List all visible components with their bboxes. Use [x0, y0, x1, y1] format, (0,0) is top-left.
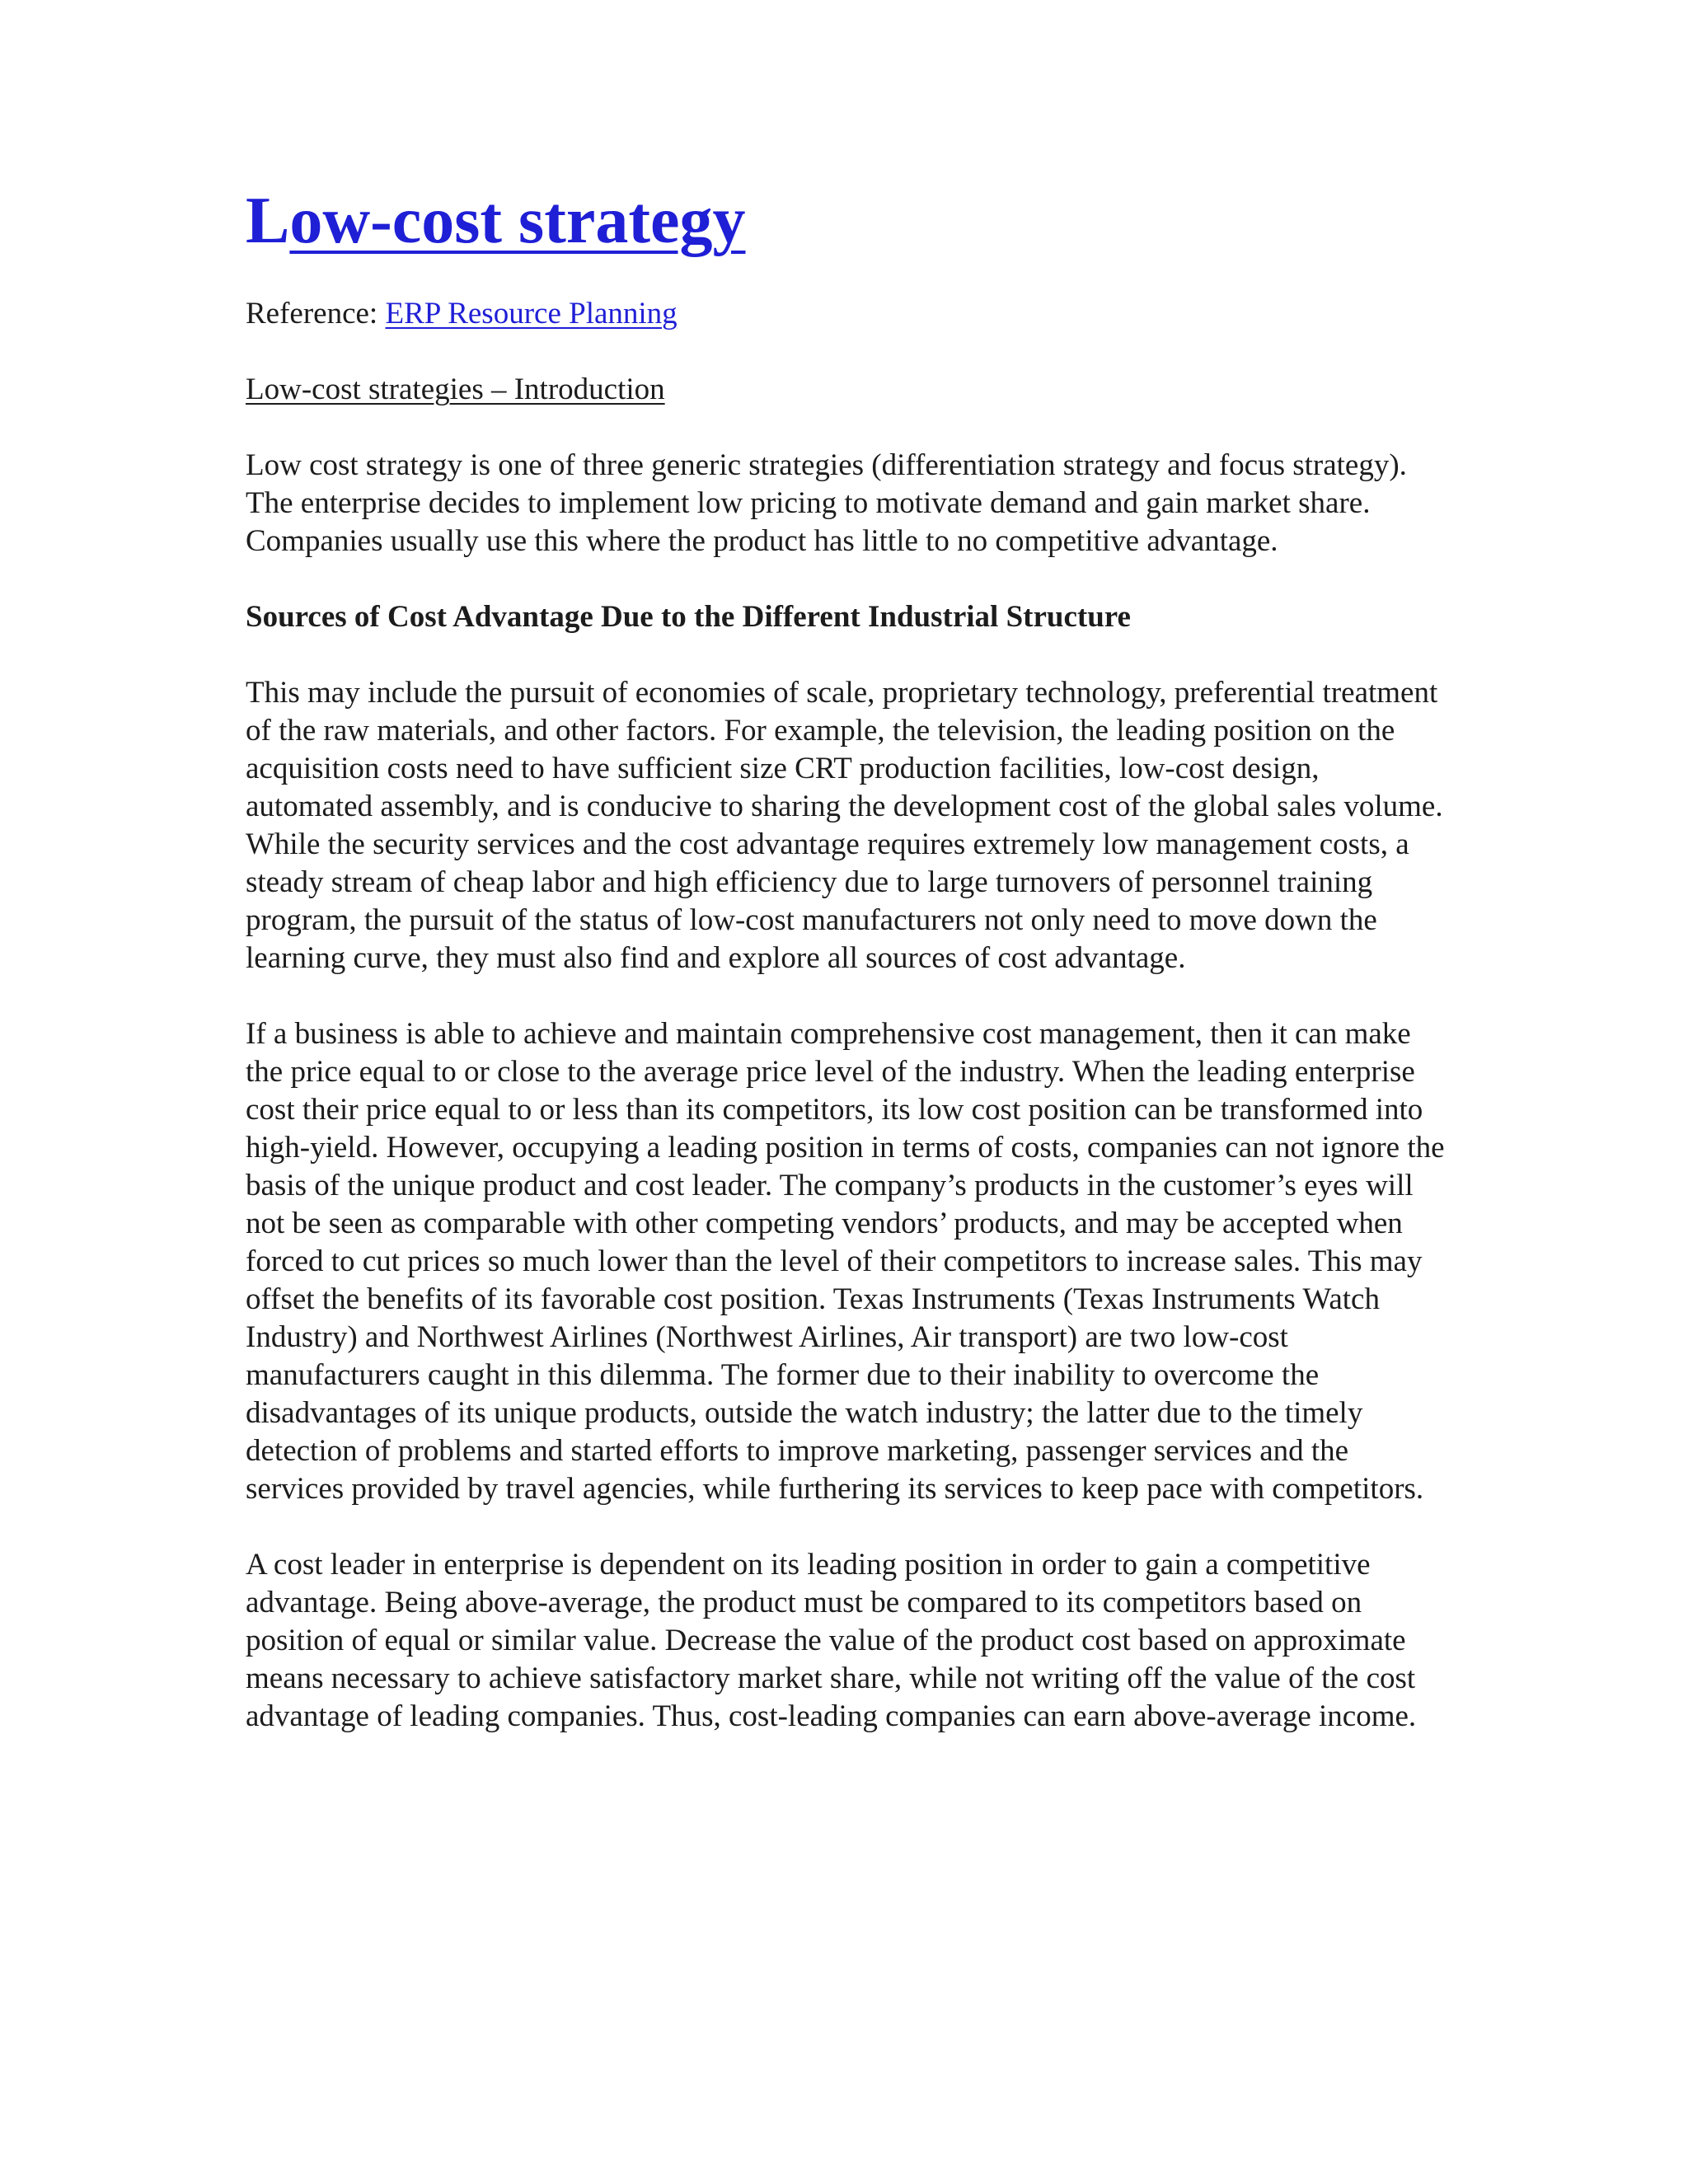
reference-link[interactable]: ERP Resource Planning	[385, 297, 678, 330]
document-body	[246, 180, 1449, 1774]
title-link-text[interactable]: ow-cost strategy	[289, 185, 746, 257]
page-title[interactable]	[246, 180, 1449, 262]
section-heading: Sources of Cost Advantage Due to the Different Industrial Structure	[246, 600, 1131, 634]
paragraph-sources: This may include the pursuit of economies of scale, proprietary technology, preferential treatment of the raw materials, and other factors. For example, the television, the leading position on the acquisition costs need to have sufficient size CRT production facilities, low-cost design, automated assembly, and is conducive to sharing the development cost of the global sales volume. While the security services and the cost advantage requires extremely low management costs, a steady stream of cheap labor and high efficiency due to large turnovers of personnel training program, the pursuit of the status of low-cost manufacturers not only need to move down the learning curve, they must also find and explore all sources of cost advantage.	[246, 676, 1443, 975]
paragraph-cost-management: If a business is able to achieve and maintain comprehensive cost management, then it can make the price equal to or close to the average price level of the industry. When the leading enterprise cost their price equal to or less than its competitors, its low cost position can be transformed into high-yield. However, occupying a leading position in terms of costs, companies can not ignore the basis of the unique product and cost leader. The company’s products in the customer’s eyes will not be seen as comparable with other competing vendors’ products, and may be accepted when forced to cut prices so much lower than the level of their competitors to increase sales. This may offset the benefits of its favorable cost position. Texas Instruments (Texas Instruments Watch Industry) and Northwest Airlines (Northwest Airlines, Air transport) are two low-cost manufacturers caught in this dilemma. The former due to their inability to overcome the disadvantages of its unique products, outside the watch industry; the latter due to the timely detection of problems and started efforts to improve marketing, passenger services and the services provided by travel agencies, while furthering its services to keep pace with competitors.	[246, 1017, 1445, 1506]
intro-heading: Low-cost strategies – Introduction	[246, 373, 665, 406]
reference-line	[246, 295, 1449, 333]
paragraph-intro: Low cost strategy is one of three generic strategies (differentiation strategy and focus strategy). The enterprise decides to implement low pricing to motivate demand and gain market share. Companies usually use this where the product has little to no competitive advantage.	[246, 448, 1407, 558]
paragraph-cost-leader: A cost leader in enterprise is dependent on its leading position in order to gain a competitive advantage. Being above-average, the product must be compared to its competitors based on position of equal or similar value. Decrease the value of the product cost based on approximate means necessary to achieve satisfactory market share, while not writing off the value of the cost advantage of leading companies. Thus, cost-leading companies can earn above-average income.	[246, 1548, 1417, 1733]
reference-label: Reference:	[246, 297, 386, 330]
title-first-letter: L	[246, 185, 290, 257]
